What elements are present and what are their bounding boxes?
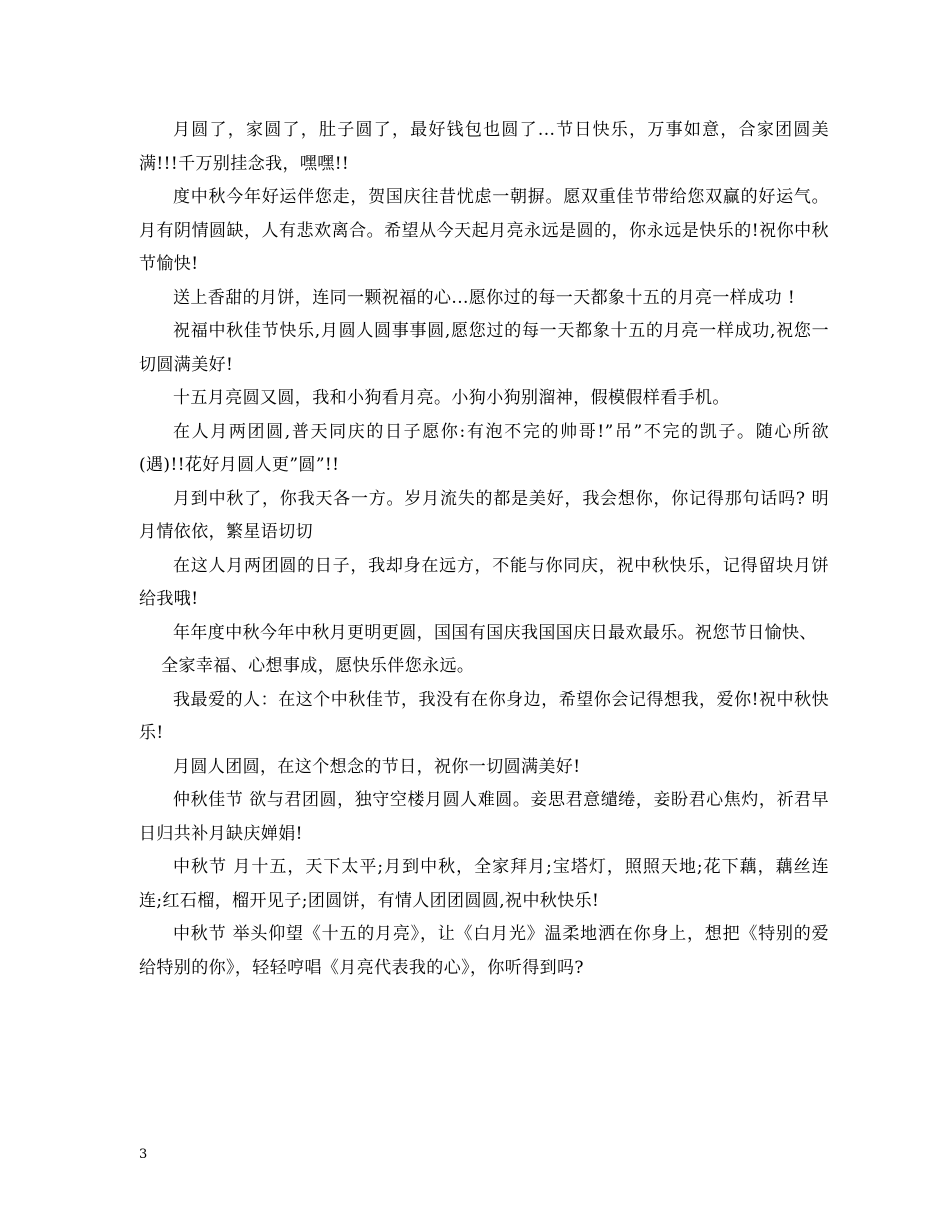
paragraph-14: 中秋节 月十五，天下太平;月到中秋，全家拜月;宝塔灯，照照天地;花下藕，藕丝连连;红石榴，榴开见子;团圆饼，有情人团团圆圆,祝中秋快乐! bbox=[139, 857, 829, 911]
paragraph-3: 送上香甜的月饼，连同一颗祝福的心...愿你过的每一天都象十五的月亮一样成功 ! bbox=[173, 287, 796, 308]
paragraph-7: 月到中秋了，你我天各一方。岁月流失的都是美好，我会想你，你记得那句话吗? 明月情依依，繁星语切切 bbox=[139, 488, 829, 542]
page-number: 3 bbox=[139, 1147, 148, 1162]
paragraph-4: 祝福中秋佳节快乐,月圆人圆事事圆,愿您过的每一天都象十五的月亮一样成功,祝您一切圆满美好! bbox=[139, 321, 829, 375]
paragraph-12: 月圆人团圆，在这个想念的节日，祝你一切圆满美好! bbox=[173, 756, 581, 777]
paragraph-5: 十五月亮圆又圆，我和小狗看月亮。小狗小狗别溜神，假模假样看手机。 bbox=[173, 388, 730, 408]
paragraph-11: 我最爱的人：在这个中秋佳节，我没有在你身边，希望你会记得想我，爱你!祝中秋快乐! bbox=[139, 689, 829, 743]
paragraph-6: 在人月两团圆,普天同庆的日子愿你:有泡不完的帅哥!”吊”不完的凯子。随心所欲(遇)!!花好月圆人更”圆”!! bbox=[139, 421, 829, 475]
document-body bbox=[139, 114, 829, 985]
paragraph-9: 年年度中秋今年中秋月更明更圆，国国有国庆我国国庆日最欢最乐。祝您节日愉快、 bbox=[173, 622, 817, 643]
paragraph-2: 度中秋今年好运伴您走，贺国庆往昔忧虑一朝摒。愿双重佳节带给您双赢的好运气。月有阴情圆缺，人有悲欢离合。希望从今天起月亮永远是圆的，你永远是快乐的!祝你中秋节愉快! bbox=[139, 187, 829, 274]
paragraph-1: 月圆了，家圆了，肚子圆了，最好钱包也圆了...节日快乐，万事如意，合家团圆美满!!!千万别挂念我，嘿嘿!! bbox=[139, 120, 829, 174]
paragraph-10: 全家幸福、心想事成，愿快乐伴您永远。 bbox=[161, 656, 475, 676]
paragraph-13: 仲秋佳节 欲与君团圆，独守空楼月圆人难圆。妾思君意缱绻，妾盼君心焦灼，祈君早日归共补月缺庆婵娟! bbox=[139, 790, 829, 844]
paragraph-8: 在这人月两团圆的日子，我却身在远方，不能与你同庆，祝中秋快乐，记得留块月饼给我哦! bbox=[139, 555, 829, 609]
paragraph-15: 中秋节 举头仰望《十五的月亮》，让《白月光》温柔地洒在你身上，想把《特别的爱给特别的你》，轻轻哼唱《月亮代表我的心》，你听得到吗? bbox=[139, 924, 829, 978]
